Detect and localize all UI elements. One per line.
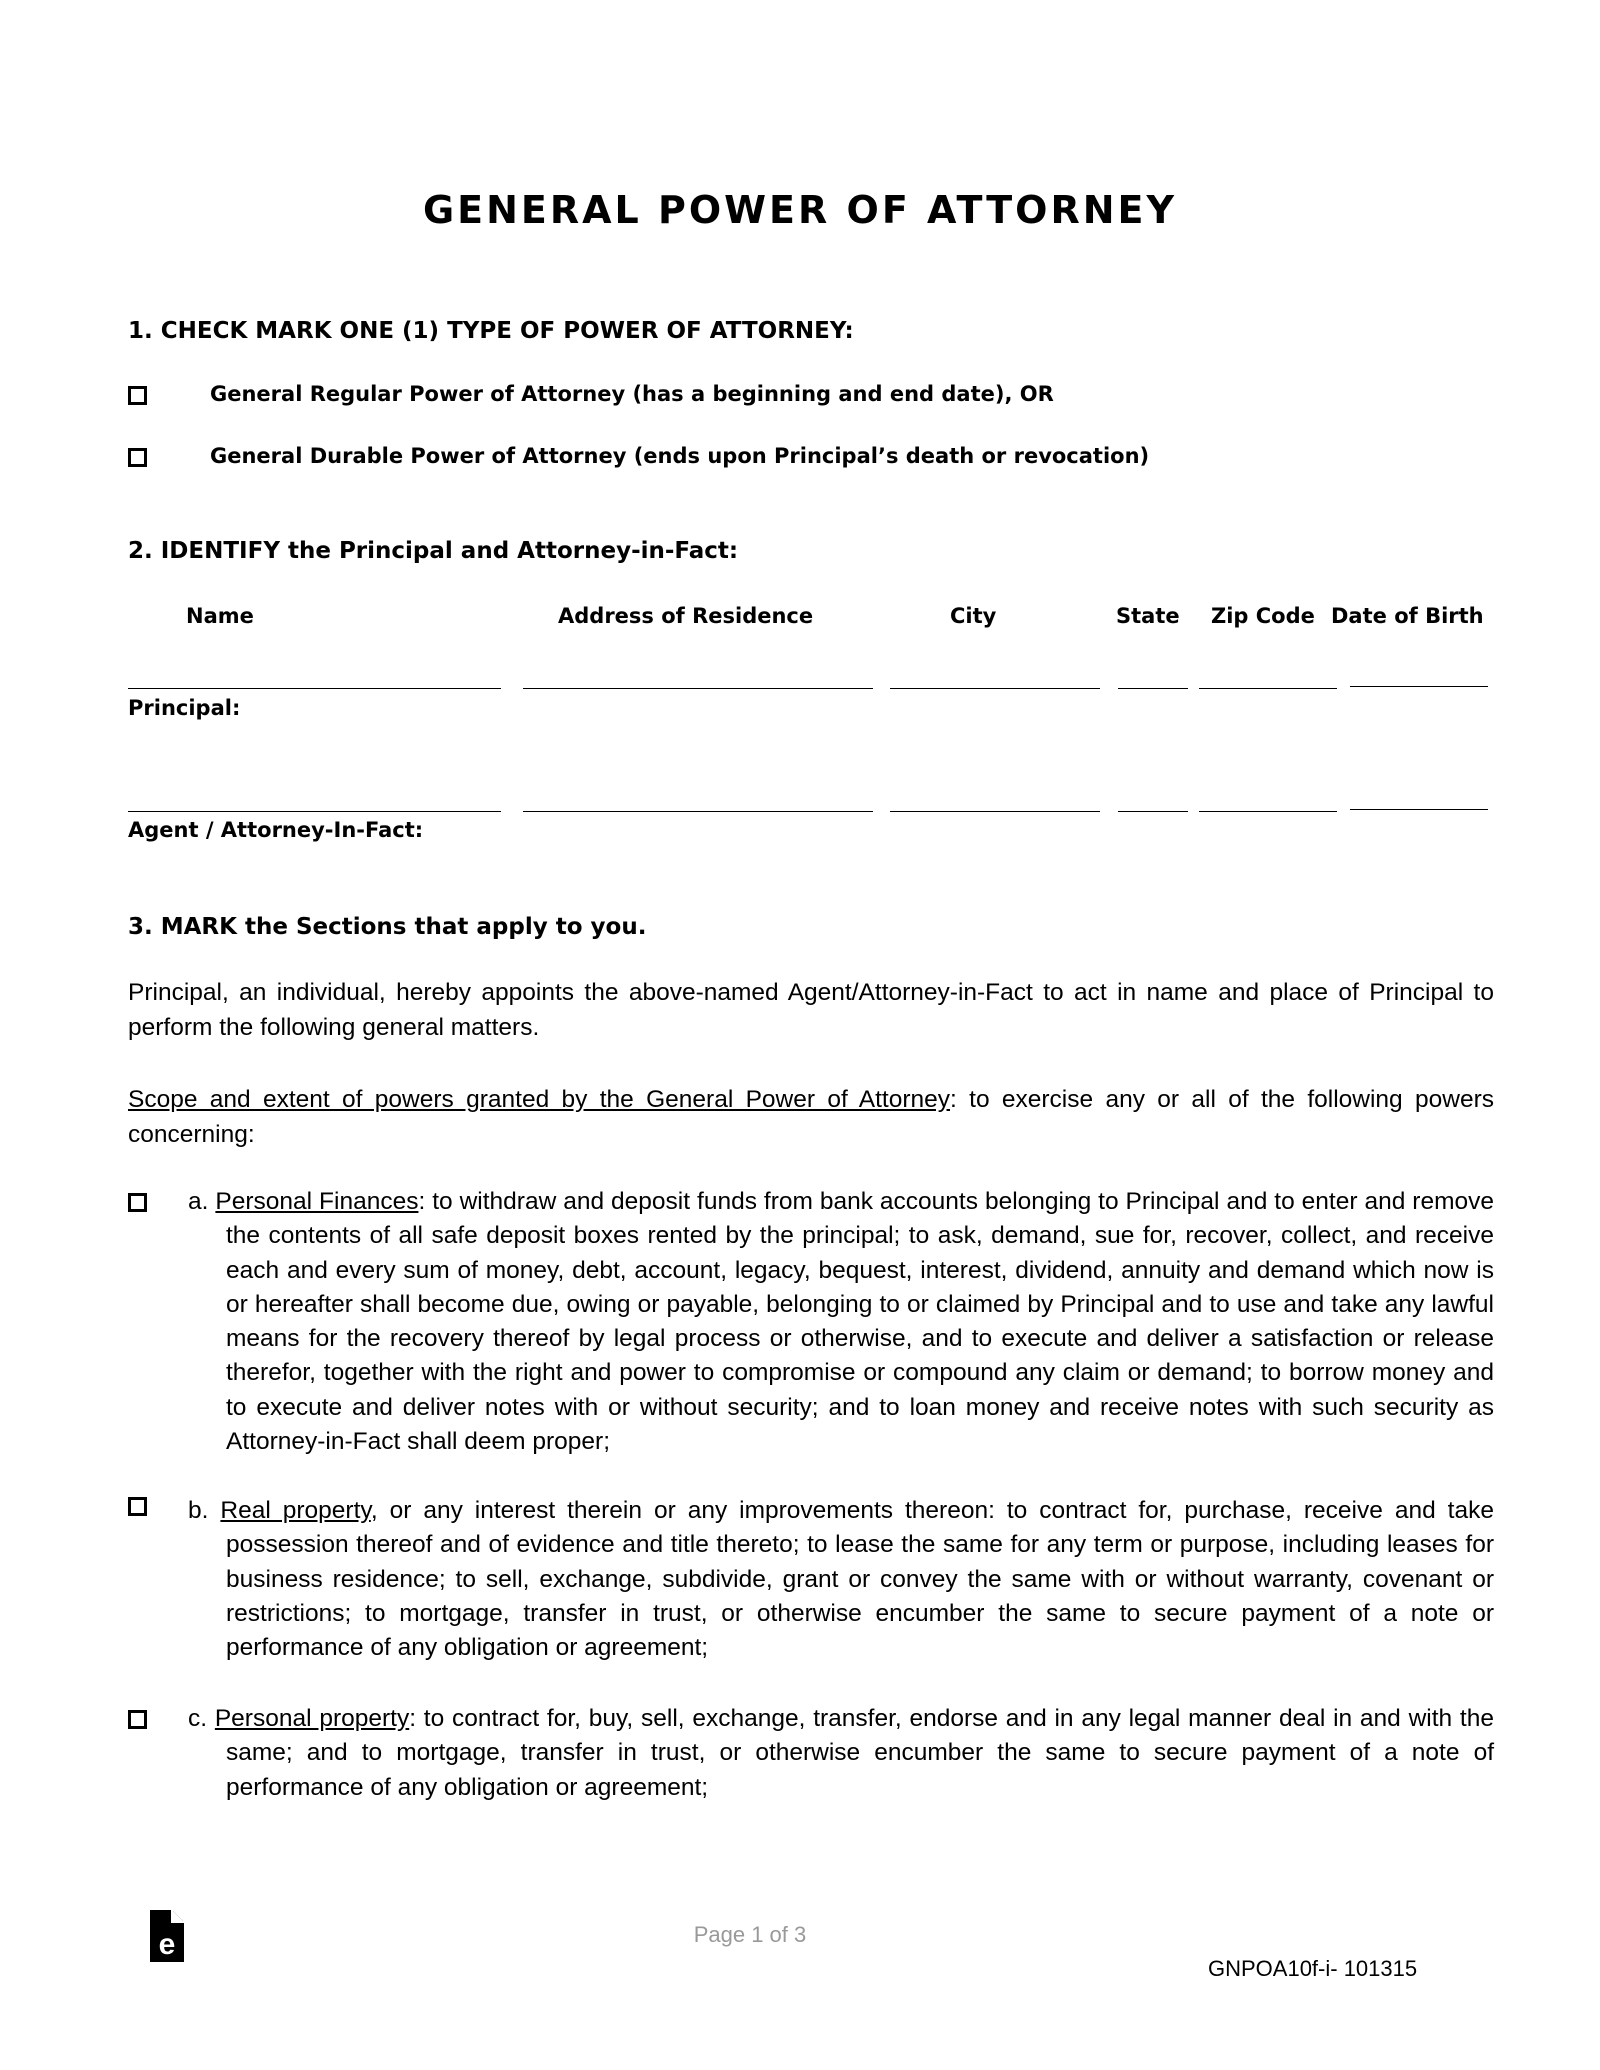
item-b-text: , or any interest therein or any improvements thereon: to contract for, purchase, receive and take possession thereof and of evidence and title thereto; to lease the same for any term or purpose, including leases for business residence; to sell, exchange, subdivide, grant or convey the same with or without warranty, covenant or restrictions; to mortgage, transfer in trust, or otherwise encumber the same to secure payment of a note or performance of any obligation or agreement; — [226, 1497, 1494, 1662]
principal-zip-field[interactable] — [1199, 688, 1337, 689]
col-zip: Zip Code — [1211, 604, 1315, 628]
item-a-title: Personal Finances — [215, 1188, 419, 1215]
principal-city-field[interactable] — [890, 688, 1100, 689]
agent-label: Agent / Attorney-In-Fact: — [128, 818, 424, 842]
item-personal-finances — [188, 1185, 1494, 1459]
svg-text:e: e — [158, 1928, 176, 1961]
col-address: Address of Residence — [558, 604, 814, 628]
intro-paragraph: Principal, an individual, hereby appoints the above-named Agent/Attorney-in-Fact to act in name and place of Principal to perform the following general matters. — [128, 979, 1494, 1041]
principal-name-field[interactable] — [128, 688, 501, 689]
agent-city-field[interactable] — [890, 811, 1100, 812]
personal-property-checkbox[interactable] — [128, 1710, 147, 1729]
scope-text: : to exercise any or all of the following powers concerning: — [128, 1086, 1494, 1148]
col-name: Name — [186, 604, 254, 628]
durable-poa-label: General Durable Power of Attorney (ends upon Principal’s death or revocation) — [210, 444, 1150, 468]
section1-heading: 1. CHECK MARK ONE (1) TYPE OF POWER OF ATTORNEY: — [128, 318, 854, 344]
item-real-property — [188, 1494, 1494, 1665]
agent-state-field[interactable] — [1118, 811, 1188, 812]
principal-state-field[interactable] — [1118, 688, 1188, 689]
item-a-text: : to withdraw and deposit funds from bank accounts belonging to Principal and to enter and remove the contents of all safe deposit boxes rented by the principal; to ask, demand, sue for, recover, collect, and receive each and every sum of money, debt, account, legacy, bequest, interest, dividend, annuity and demand which now is or hereafter shall become due, owing or payable, belonging to or claimed by Principal and to use and take any lawful means for the recovery thereof by legal process or otherwise, and to execute and deliver a satisfaction or release therefor, together with the right and power to compromise or compound any claim or demand; to borrow money and to execute and deliver notes with or without security; and to loan money and receive notes with such security as Attorney-in-Fact shall deem proper; — [226, 1188, 1494, 1456]
agent-dob-field[interactable] — [1350, 809, 1488, 810]
scope-title: Scope and extent of powers granted by the General Power of Attorney — [128, 1086, 951, 1113]
personal-finances-checkbox[interactable] — [128, 1193, 147, 1212]
agent-name-field[interactable] — [128, 811, 501, 812]
section2-heading: 2. IDENTIFY the Principal and Attorney-in-Fact: — [128, 538, 739, 564]
principal-label: Principal: — [128, 696, 241, 720]
regular-poa-label: General Regular Power of Attorney (has a beginning and end date), OR — [210, 382, 1054, 406]
page-number: Page 1 of 3 — [693, 1922, 807, 1947]
item-b-letter: b. — [188, 1497, 209, 1524]
col-state: State — [1116, 604, 1180, 628]
document-title: GENERAL POWER OF ATTORNEY — [422, 188, 1178, 232]
agent-zip-field[interactable] — [1199, 811, 1337, 812]
item-a-letter: a. — [188, 1188, 209, 1215]
agent-address-field[interactable] — [523, 811, 873, 812]
col-city: City — [950, 604, 997, 628]
section3-heading: 3. MARK the Sections that apply to you. — [128, 914, 647, 940]
item-c-title: Personal property — [214, 1705, 410, 1732]
item-b-title: Real property — [220, 1497, 371, 1524]
real-property-checkbox[interactable] — [128, 1497, 147, 1516]
item-personal-property — [188, 1702, 1494, 1805]
durable-poa-checkbox[interactable] — [128, 448, 147, 467]
form-code: GNPOA10f-i- 101315 — [1208, 1956, 1418, 1981]
principal-dob-field[interactable] — [1350, 686, 1488, 687]
item-c-text: : to contract for, buy, sell, exchange, transfer, endorse and in any legal manner deal in and with the same; and to mortgage, transfer in trust, or otherwise encumber the same to secure payment of a note of performance of any obligation or agreement; — [226, 1705, 1494, 1801]
regular-poa-checkbox[interactable] — [128, 386, 147, 405]
scope-paragraph — [128, 1083, 1494, 1152]
item-c-letter: c. — [188, 1705, 208, 1732]
col-dob: Date of Birth — [1331, 604, 1484, 628]
principal-address-field[interactable] — [523, 688, 873, 689]
